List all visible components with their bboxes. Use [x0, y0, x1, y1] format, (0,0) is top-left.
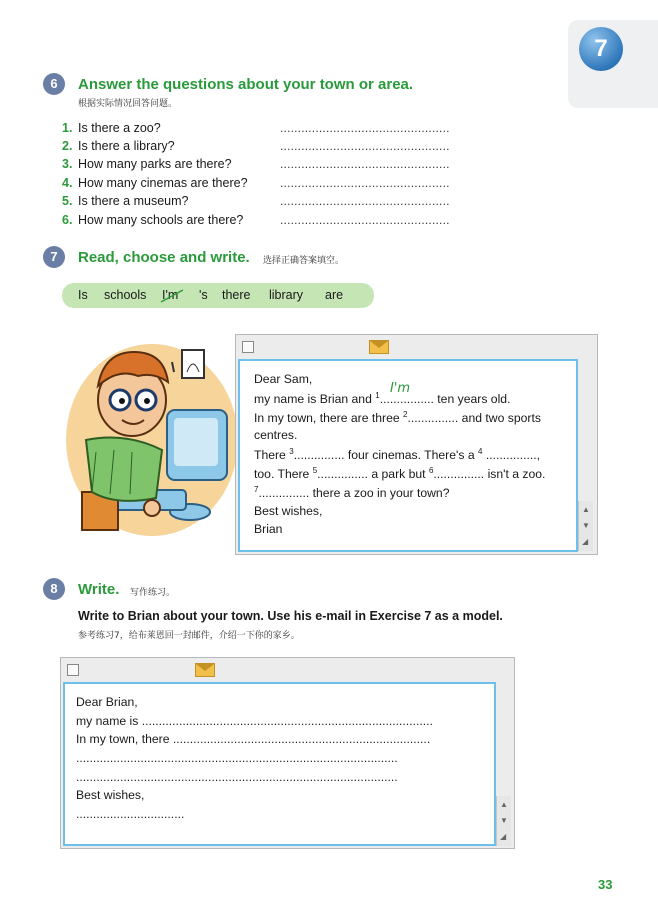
page-number: 33 — [598, 877, 613, 892]
answer-line-2[interactable]: ................................................ — [280, 139, 450, 153]
answer-line-3[interactable]: ................................................ — [280, 157, 450, 171]
exercise-8-title: Write. — [78, 581, 120, 598]
reply-scrollbar[interactable] — [496, 796, 511, 846]
reply-window-titlebar — [61, 658, 514, 680]
window-checkbox[interactable] — [242, 341, 254, 353]
reply-closing: Best wishes, — [76, 788, 145, 802]
scroll-up-icon[interactable]: ▲ — [582, 505, 590, 514]
exercise-6-title: Answer the questions about your town or area. — [78, 76, 414, 93]
email-line-4: There $^3$............... four cinemas. There's a $^4$ ..............., — [254, 447, 541, 463]
email-closing: Best wishes, — [254, 504, 323, 518]
word-schools: schools — [104, 288, 147, 302]
exercise-7-subtitle: 选择正确答案填空。 — [263, 256, 345, 266]
reply-signature-line[interactable]: ................................ — [76, 807, 185, 821]
reply-line-3[interactable]: ............................................................................................... — [76, 751, 398, 765]
word-im: I'm — [162, 288, 179, 302]
question-2: 2. Is there a library? — [62, 139, 175, 153]
question-5: 5. Is there a museum? — [62, 194, 189, 208]
exercise-8-subtitle: 写作练习。 — [130, 588, 176, 598]
email-scrollbar[interactable] — [578, 501, 593, 551]
email-signature: Brian — [254, 522, 283, 536]
reply-email-body[interactable] — [63, 682, 496, 846]
exercise-8-number: 8 — [43, 578, 65, 600]
exercise-8-instruction-cn: 参考练习7，给布莱恩回一封邮件，介绍一下你的家乡。 — [78, 631, 300, 641]
word-library: library — [269, 288, 304, 302]
reply-line-4[interactable]: ............................................................................................... — [76, 770, 398, 784]
envelope-icon — [369, 340, 389, 354]
email-body — [238, 359, 578, 552]
word-is: Is — [78, 288, 88, 302]
answer-line-4[interactable]: ................................................ — [280, 176, 450, 190]
reply-line-1[interactable]: my name is ...................................................................................... — [76, 714, 433, 728]
reply-line-2[interactable]: In my town, there ............................................................................ — [76, 732, 431, 746]
reply-window-checkbox[interactable] — [67, 664, 79, 676]
question-1: 1. Is there a zoo? — [62, 121, 161, 135]
email-window-titlebar — [236, 335, 597, 357]
question-4: 4. How many cinemas are there? — [62, 176, 248, 190]
word-bank — [62, 283, 374, 308]
word-s: 's — [199, 288, 208, 302]
exercise-7-title: Read, choose and write. — [78, 249, 250, 266]
reply-greeting: Dear Brian, — [76, 695, 138, 709]
scroll-down-icon[interactable]: ▼ — [582, 521, 590, 530]
exercise-6-subtitle: 根据实际情况回答问题。 — [78, 99, 178, 109]
question-3: 3. How many parks are there? — [62, 157, 232, 171]
email-line-2: In my town, there are three $^2$............... and two sports — [254, 410, 541, 426]
email-window-reply — [60, 657, 515, 849]
email-window-brian — [235, 334, 598, 555]
strikethrough-mark — [159, 288, 185, 304]
reply-scroll-up-icon[interactable]: ▲ — [500, 800, 508, 809]
unit-number-badge: 7 — [579, 27, 623, 71]
exercise-8-instruction: Write to Brian about your town. Use his e-mail in Exercise 7 as a model. — [78, 609, 503, 623]
email-line-3: centres. — [254, 428, 298, 442]
exercise-7-number: 7 — [43, 246, 65, 268]
answer-line-5[interactable]: ................................................ — [280, 194, 450, 208]
answer-line-1[interactable]: ................................................ — [280, 121, 450, 135]
word-there: there — [222, 288, 251, 302]
email-line-5: too. There $^5$............... a park but $^6$............... isn't a zoo. — [254, 466, 546, 482]
reply-scroll-down-icon[interactable]: ▼ — [500, 816, 508, 825]
boy-computer-illustration — [62, 322, 242, 542]
handwritten-answer: I'm — [390, 381, 411, 396]
question-6: 6. How many schools are there? — [62, 213, 244, 227]
reply-resize-grip-icon[interactable]: ◢ — [500, 832, 507, 841]
email-line-6: $^7$............... there a zoo in your town? — [254, 485, 450, 501]
exercise-6-number: 6 — [43, 73, 65, 95]
reply-envelope-icon — [195, 663, 215, 677]
resize-grip-icon[interactable]: ◢ — [582, 537, 589, 546]
word-are: are — [325, 288, 344, 302]
email-line-1: my name is Brian and $^1$................ ten years old. — [254, 391, 511, 407]
answer-line-6[interactable]: ................................................ — [280, 213, 450, 227]
email-greeting: Dear Sam, — [254, 372, 313, 386]
